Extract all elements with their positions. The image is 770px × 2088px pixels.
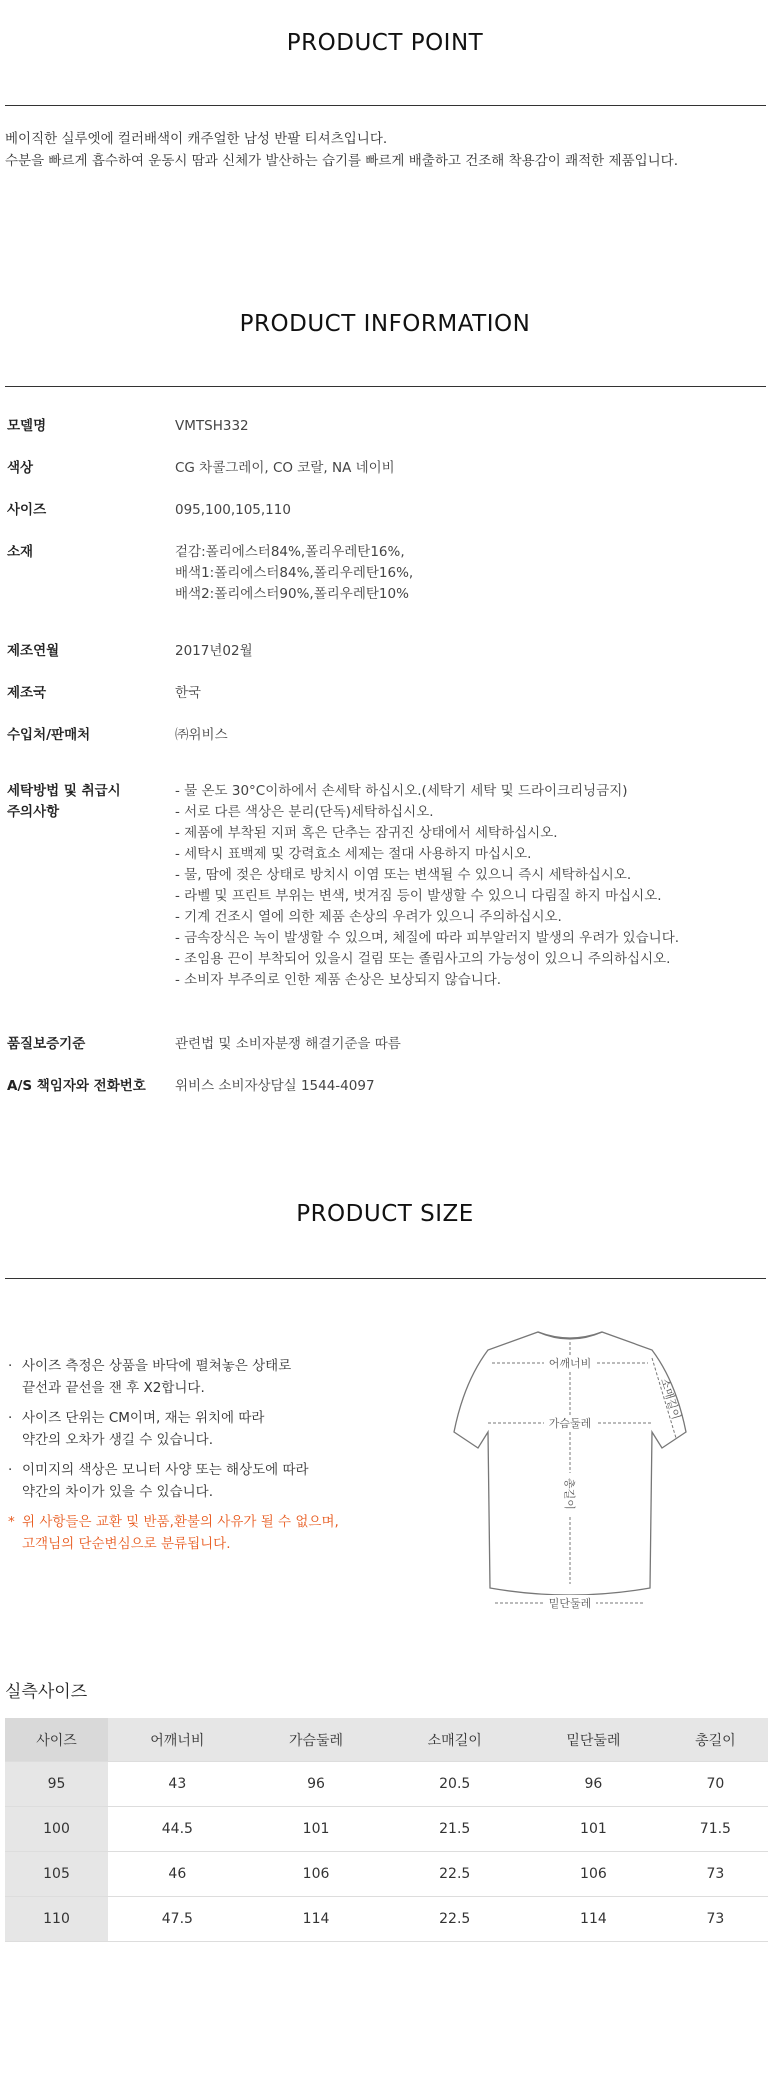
table-cell: 22.5 bbox=[385, 1852, 524, 1897]
product-size-title: PRODUCT SIZE bbox=[296, 1201, 474, 1227]
table-cell: 106 bbox=[247, 1852, 386, 1897]
care-line: - 서로 다른 색상은 분리(단독)세탁하십시오. bbox=[175, 804, 434, 820]
info-label-color: 색상 bbox=[7, 460, 34, 476]
bullet-mark: · bbox=[8, 1462, 13, 1478]
table-row bbox=[5, 1762, 768, 1807]
care-line: - 세탁시 표백제 및 강력효소 세제는 절대 사용하지 마십시오. bbox=[175, 846, 532, 862]
info-value-quality: 관련법 및 소비자분쟁 해결기준을 따름 bbox=[175, 1036, 401, 1052]
care-line: - 물, 땀에 젖은 상태로 방치시 이염 또는 변색될 수 있으니 즉시 세탁하십시오. bbox=[175, 867, 632, 883]
table-row bbox=[5, 1807, 768, 1852]
size-warning bbox=[8, 1511, 339, 1555]
care-line: - 라벨 및 프린트 부위는 변색, 벗겨짐 등이 발생할 수 있으니 다림질 하지 마십시오. bbox=[175, 888, 662, 904]
size-notes bbox=[8, 1355, 339, 1563]
table-cell: 47.5 bbox=[108, 1897, 247, 1942]
care-label-line: 주의사항 bbox=[7, 804, 60, 820]
care-line: - 기계 건조시 열에 의한 제품 손상의 우려가 있으니 주의하십시오. bbox=[175, 909, 562, 925]
table-cell: 114 bbox=[247, 1897, 386, 1942]
table-cell: 71.5 bbox=[663, 1807, 768, 1852]
info-label-model: 모델명 bbox=[7, 418, 47, 434]
intro-line: 베이직한 실루엣에 컬러배색이 캐주얼한 남성 반팔 티셔츠입니다. bbox=[5, 131, 388, 147]
note-line: 끝선과 끝선을 잰 후 X2합니다. bbox=[22, 1380, 205, 1396]
table-cell: 106 bbox=[524, 1852, 663, 1897]
info-value-model: VMTSH332 bbox=[175, 418, 249, 434]
info-label-care bbox=[7, 781, 121, 823]
info-value-country: 한국 bbox=[175, 685, 202, 701]
divider bbox=[5, 386, 766, 387]
note-line: 약간의 차이가 있을 수 있습니다. bbox=[22, 1484, 213, 1500]
size-table-header bbox=[5, 1718, 768, 1762]
size-cell: 100 bbox=[5, 1807, 108, 1852]
warning-line: 고객님의 단순변심으로 분류됩니다. bbox=[22, 1536, 231, 1552]
table-cell: 43 bbox=[108, 1762, 247, 1807]
size-cell: 105 bbox=[5, 1852, 108, 1897]
note-line: 이미지의 색상은 모니터 사양 또는 해상도에 따라 bbox=[22, 1462, 309, 1478]
table-cell: 44.5 bbox=[108, 1807, 247, 1852]
note-line: 사이즈 측정은 상품을 바닥에 펼쳐놓은 상태로 bbox=[22, 1358, 292, 1374]
care-line: - 소비자 부주의로 인한 제품 손상은 보상되지 않습니다. bbox=[175, 972, 502, 988]
length-label: 총길이 bbox=[563, 1478, 576, 1510]
info-value-as: 위비스 소비자상담실 1544-4097 bbox=[175, 1078, 375, 1094]
measured-size-heading: 실측사이즈 bbox=[5, 1682, 88, 1702]
table-cell: 20.5 bbox=[385, 1762, 524, 1807]
table-cell: 101 bbox=[524, 1807, 663, 1852]
divider bbox=[5, 105, 766, 106]
warning-line: 위 사항들은 교환 및 반품,환불의 사유가 될 수 없으며, bbox=[22, 1514, 339, 1530]
hem-label: 밑단둘레 bbox=[548, 1597, 592, 1610]
column-header: 밑단둘레 bbox=[524, 1718, 663, 1762]
care-line: - 제품에 부착된 지퍼 혹은 단추는 잠귀진 상태에서 세탁하십시오. bbox=[175, 825, 558, 841]
table-cell: 22.5 bbox=[385, 1897, 524, 1942]
info-value-color: CG 차콜그레이, CO 코랄, NA 네이비 bbox=[175, 460, 395, 476]
table-cell: 70 bbox=[663, 1762, 768, 1807]
table-cell: 21.5 bbox=[385, 1807, 524, 1852]
care-label-line: 세탁방법 및 취급시 bbox=[7, 783, 121, 799]
table-row bbox=[5, 1852, 768, 1897]
column-header: 소매길이 bbox=[385, 1718, 524, 1762]
care-line: - 조임용 끈이 부착되어 있을시 걸림 또는 졸림사고의 가능성이 있으니 주의하십시오. bbox=[175, 951, 671, 967]
product-point-title: PRODUCT POINT bbox=[286, 30, 484, 56]
info-label-size: 사이즈 bbox=[7, 502, 47, 518]
info-value-care bbox=[175, 781, 679, 991]
bullet-mark: · bbox=[8, 1358, 13, 1374]
shoulder-label: 어깨너비 bbox=[548, 1357, 592, 1370]
size-table bbox=[5, 1718, 768, 1942]
bullet-mark: · bbox=[8, 1410, 13, 1426]
column-header: 가슴둘레 bbox=[247, 1718, 386, 1762]
material-line: 배색1:폴리에스터84%,폴리우레탄16%, bbox=[175, 565, 414, 581]
info-label-manufacture-date: 제조연월 bbox=[7, 643, 60, 659]
table-cell: 73 bbox=[663, 1897, 768, 1942]
table-cell: 114 bbox=[524, 1897, 663, 1942]
intro-line: 수분을 빠르게 흡수하여 운동시 땀과 신체가 발산하는 습기를 빠르게 배출하고 건조해 착용감이 쾌적한 제품입니다. bbox=[5, 153, 679, 169]
sleeve-label: 소매길이 bbox=[657, 1376, 683, 1422]
info-value-material bbox=[175, 542, 413, 605]
size-note bbox=[8, 1355, 339, 1399]
size-note bbox=[8, 1459, 339, 1503]
product-point-text bbox=[5, 128, 678, 172]
table-cell: 96 bbox=[524, 1762, 663, 1807]
column-header: 어깨너비 bbox=[108, 1718, 247, 1762]
note-line: 사이즈 단위는 CM이며, 재는 위치에 따라 bbox=[22, 1410, 265, 1426]
size-note bbox=[8, 1407, 339, 1451]
info-label-quality: 품질보증기준 bbox=[7, 1036, 86, 1052]
chest-label: 가슴둘레 bbox=[548, 1417, 592, 1430]
info-label-as: A/S 책임자와 전화번호 bbox=[7, 1078, 146, 1094]
info-label-importer: 수입처/판매처 bbox=[7, 727, 91, 743]
tshirt-diagram bbox=[440, 1320, 700, 1630]
info-label-material: 소재 bbox=[7, 544, 34, 560]
note-line: 약간의 오차가 생길 수 있습니다. bbox=[22, 1432, 213, 1448]
size-cell: 110 bbox=[5, 1897, 108, 1942]
table-cell: 46 bbox=[108, 1852, 247, 1897]
table-cell: 96 bbox=[247, 1762, 386, 1807]
divider bbox=[5, 1278, 766, 1279]
column-header: 총길이 bbox=[663, 1718, 768, 1762]
product-information-title: PRODUCT INFORMATION bbox=[239, 311, 531, 337]
table-cell: 101 bbox=[247, 1807, 386, 1852]
care-line: - 금속장식은 녹이 발생할 수 있으며, 체질에 따라 피부알러지 발생의 우려가 있습니다. bbox=[175, 930, 680, 946]
warning-mark: * bbox=[8, 1514, 15, 1530]
table-cell: 73 bbox=[663, 1852, 768, 1897]
material-line: 겉감:폴리에스터84%,폴리우레탄16%, bbox=[175, 544, 405, 560]
info-label-country: 제조국 bbox=[7, 685, 47, 701]
info-value-manufacture-date: 2017년02월 bbox=[175, 643, 253, 659]
material-line: 배색2:폴리에스터90%,폴리우레탄10% bbox=[175, 586, 409, 602]
info-value-size: 095,100,105,110 bbox=[175, 502, 291, 518]
size-cell: 95 bbox=[5, 1762, 108, 1807]
table-row bbox=[5, 1897, 768, 1942]
info-value-importer: ㈜위비스 bbox=[175, 727, 228, 743]
care-line: - 물 온도 30°C이하에서 손세탁 하십시오.(세탁기 세탁 및 드라이크리닝금지) bbox=[175, 783, 628, 799]
column-header: 사이즈 bbox=[5, 1718, 108, 1762]
